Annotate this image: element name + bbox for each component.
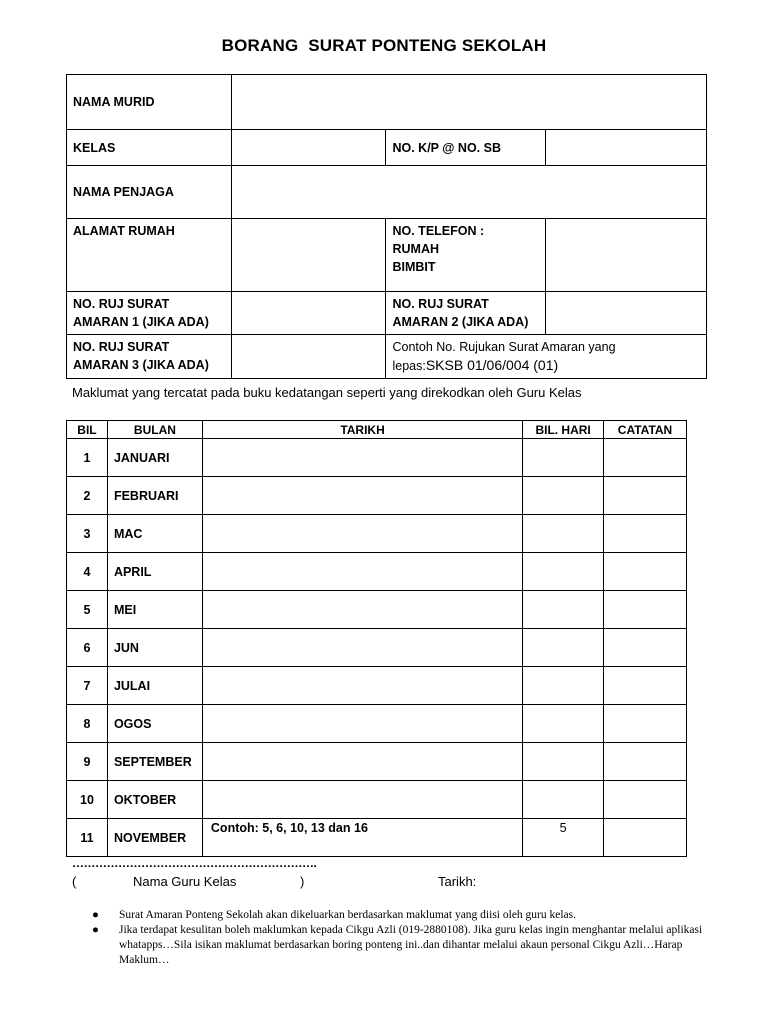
row-bil: 8 <box>67 705 108 743</box>
signature-line: ………………………………………………………. <box>72 856 317 870</box>
table-row <box>67 591 687 629</box>
row-catatan[interactable] <box>604 819 687 857</box>
row-catatan[interactable] <box>604 591 687 629</box>
row-tarikh[interactable] <box>202 705 522 743</box>
row-tarikh[interactable]: Contoh: 5, 6, 10, 13 dan 16 <box>202 819 522 857</box>
attendance-rows <box>67 439 687 857</box>
row-bulan: NOVEMBER <box>107 819 202 857</box>
row-bil: 10 <box>67 781 108 819</box>
telefon-line: NO. TELEFON : <box>392 224 485 238</box>
row-bil: 3 <box>67 515 108 553</box>
col-header-catatan: CATATAN <box>604 421 687 439</box>
table-row <box>67 743 687 781</box>
ruj2-line: AMARAN 2 (JIKA ADA) <box>392 315 529 329</box>
student-info-table <box>66 74 707 379</box>
row-bil: 6 <box>67 629 108 667</box>
nama-guru-kelas-label: Nama Guru Kelas <box>133 874 237 889</box>
row-tarikh[interactable] <box>202 629 522 667</box>
field-kelas[interactable] <box>231 130 386 166</box>
row-catatan[interactable] <box>604 439 687 477</box>
contoh-line: Contoh No. Rujukan Surat Amaran yang <box>392 340 616 354</box>
col-header-bil: BIL <box>67 421 108 439</box>
row-bil-hari[interactable] <box>523 477 604 515</box>
contoh-rujukan <box>386 335 707 379</box>
contoh-code: SKSB 01/06/004 (01) <box>425 357 559 373</box>
label-kelas: KELAS <box>67 130 232 166</box>
table-row <box>67 781 687 819</box>
row-bil: 1 <box>67 439 108 477</box>
field-alamat-rumah[interactable] <box>231 219 386 292</box>
form-title: BORANG SURAT PONTENG SEKOLAH <box>221 36 547 55</box>
label-ruj-amaran-3 <box>67 335 232 379</box>
row-bil-hari[interactable] <box>523 439 604 477</box>
label-nama-murid: NAMA MURID <box>67 75 232 130</box>
label-nama-penjaga: NAMA PENJAGA <box>67 166 232 219</box>
close-paren: ) <box>300 874 305 889</box>
row-bil-hari[interactable]: 5 <box>523 819 604 857</box>
row-bil-hari[interactable] <box>523 629 604 667</box>
field-ruj-amaran-1[interactable] <box>231 292 386 335</box>
row-bil: 9 <box>67 743 108 781</box>
label-ruj-amaran-1 <box>67 292 232 335</box>
row-bil-hari[interactable] <box>523 743 604 781</box>
row-bulan: JUN <box>107 629 202 667</box>
row-catatan[interactable] <box>604 553 687 591</box>
ruj3-line: NO. RUJ SURAT <box>73 340 170 354</box>
table-row <box>67 477 687 515</box>
row-bil: 11 <box>67 819 108 857</box>
row-bulan: JULAI <box>107 667 202 705</box>
row-catatan[interactable] <box>604 515 687 553</box>
note-text: Surat Amaran Ponteng Sekolah akan dikeluarkan berdasarkan maklumat yang diisi oleh guru kelas. <box>119 909 577 921</box>
contoh-prefix: lepas: <box>392 359 426 373</box>
telefon-line: BIMBIT <box>392 260 436 274</box>
col-header-tarikh: TARIKH <box>202 421 522 439</box>
row-bulan: APRIL <box>107 553 202 591</box>
row-bil: 4 <box>67 553 108 591</box>
open-paren: ( <box>72 874 77 889</box>
tarikh-label: Tarikh: <box>438 874 477 889</box>
row-tarikh[interactable] <box>202 515 522 553</box>
ruj1-line: NO. RUJ SURAT <box>73 297 170 311</box>
row-tarikh[interactable] <box>202 439 522 477</box>
label-no-kp: NO. K/P @ NO. SB <box>386 130 546 166</box>
table-row <box>67 515 687 553</box>
label-alamat-rumah: ALAMAT RUMAH <box>67 219 232 292</box>
list-item <box>92 923 722 968</box>
row-catatan[interactable] <box>604 743 687 781</box>
row-bil-hari[interactable] <box>523 515 604 553</box>
row-bil: 7 <box>67 667 108 705</box>
row-tarikh[interactable] <box>202 743 522 781</box>
attendance-table <box>66 420 687 857</box>
table-row <box>67 553 687 591</box>
contoh-line-2 <box>392 356 700 375</box>
table-row <box>67 705 687 743</box>
row-bulan: OGOS <box>107 705 202 743</box>
field-ruj-amaran-3[interactable] <box>231 335 386 379</box>
row-catatan[interactable] <box>604 667 687 705</box>
row-bulan: MEI <box>107 591 202 629</box>
row-catatan[interactable] <box>604 477 687 515</box>
row-bil-hari[interactable] <box>523 781 604 819</box>
row-bulan: MAC <box>107 515 202 553</box>
bullet-icon: ● <box>92 909 99 921</box>
field-no-kp[interactable] <box>546 130 707 166</box>
row-bulan: OKTOBER <box>107 781 202 819</box>
field-ruj-amaran-2[interactable] <box>546 292 707 335</box>
row-bil-hari[interactable] <box>523 667 604 705</box>
ruj2-line: NO. RUJ SURAT <box>392 297 489 311</box>
row-bil: 2 <box>67 477 108 515</box>
ruj3-line: AMARAN 3 (JIKA ADA) <box>73 358 209 372</box>
row-catatan[interactable] <box>604 705 687 743</box>
attendance-note: Maklumat yang tercatat pada buku kedatangan seperti yang direkodkan oleh Guru Kelas <box>72 385 582 400</box>
table-row <box>67 819 687 857</box>
label-ruj-amaran-2 <box>386 292 546 335</box>
row-bil-hari[interactable] <box>523 591 604 629</box>
row-bil: 5 <box>67 591 108 629</box>
row-bulan: SEPTEMBER <box>107 743 202 781</box>
field-no-telefon[interactable] <box>546 219 707 292</box>
col-header-bil-hari: BIL. HARI <box>523 421 604 439</box>
row-bil-hari[interactable] <box>523 705 604 743</box>
col-header-bulan: BULAN <box>107 421 202 439</box>
notes-list <box>92 908 722 968</box>
table-row <box>67 439 687 477</box>
row-tarikh[interactable] <box>202 667 522 705</box>
field-nama-penjaga[interactable] <box>231 166 706 219</box>
table-row <box>67 629 687 667</box>
telefon-line: RUMAH <box>392 242 440 256</box>
ruj1-line: AMARAN 1 (JIKA ADA) <box>73 315 209 329</box>
note-text: Jika terdapat kesulitan boleh maklumkan kepada Cikgu Azli (019-2880108). Jika guru kelas ingin menghantar melalui aplikasi whatapps…Sila isikan maklumat berdasarkan boring ponteng ini..dan dihantar melalui akaun personal Cikgu Azli…Harap Maklum… <box>119 924 703 966</box>
field-nama-murid[interactable] <box>231 75 706 130</box>
label-no-telefon <box>386 219 546 292</box>
row-bulan: JANUARI <box>107 439 202 477</box>
row-tarikh[interactable] <box>202 477 522 515</box>
bullet-icon: ● <box>92 924 99 936</box>
signature-row <box>72 874 572 892</box>
row-tarikh[interactable] <box>202 553 522 591</box>
row-catatan[interactable] <box>604 629 687 667</box>
table-row <box>67 667 687 705</box>
row-tarikh[interactable] <box>202 781 522 819</box>
row-catatan[interactable] <box>604 781 687 819</box>
row-bil-hari[interactable] <box>523 553 604 591</box>
list-item <box>92 908 722 923</box>
row-tarikh[interactable] <box>202 591 522 629</box>
row-bulan: FEBRUARI <box>107 477 202 515</box>
